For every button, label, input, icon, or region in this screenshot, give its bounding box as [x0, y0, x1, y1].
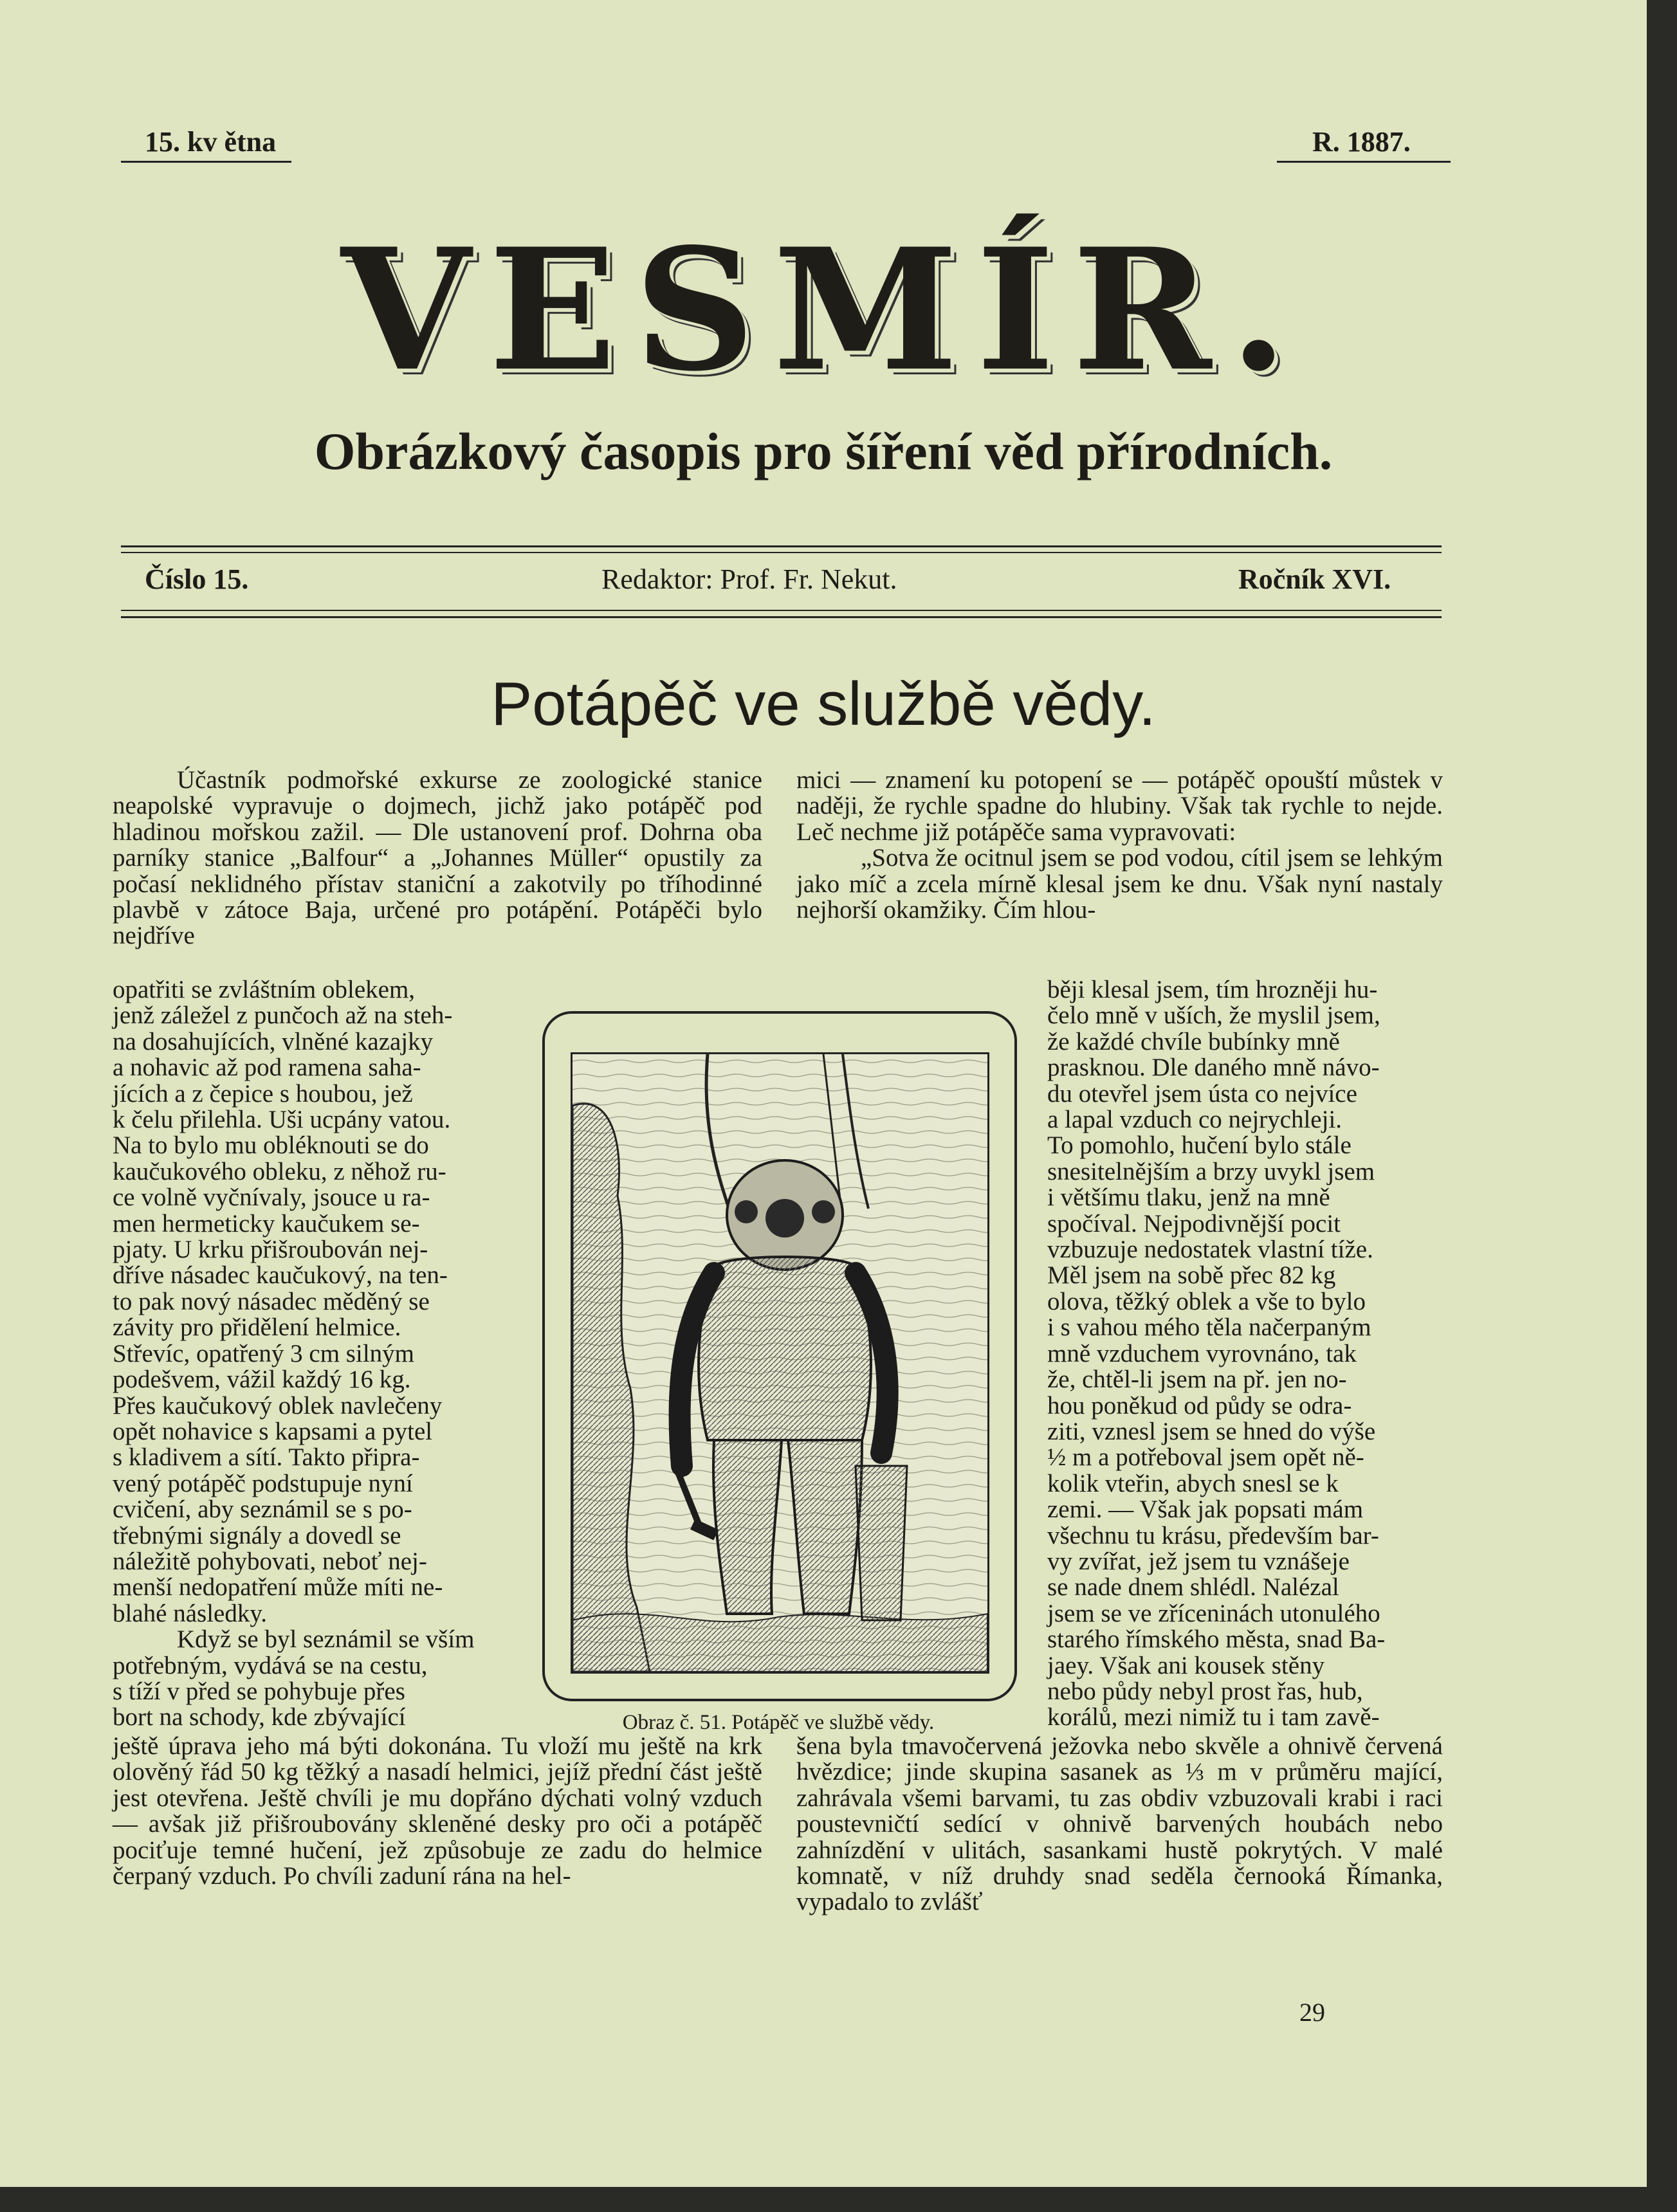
- text-line: podešvem, vážil každý 16 kg.: [113, 1366, 411, 1394]
- text-line: jenž záležel z punčoch až na steh-: [113, 1001, 453, 1030]
- article-column-right-bottom: [796, 1733, 1443, 1915]
- text-line: ½ m a potřeboval jsem opět ně-: [1047, 1443, 1364, 1472]
- text-line: To pomohlo, hučení bylo stále: [1047, 1131, 1352, 1160]
- issue-date: 15. kv ětna: [145, 126, 277, 158]
- text-line: menší nedopatření může míti ne-: [113, 1573, 443, 1602]
- paragraph: mici — znamení ku potopení se — potápěč opouští můstek v naději, že rychle spadne do hlubiny. Však tak rychle to nejde. Leč nechme již potápěče sama vypravovati:: [796, 766, 1443, 846]
- article-intro-column-left: [113, 767, 762, 949]
- masthead-title: VESMÍR.: [341, 212, 1306, 408]
- text-line: cvičení, aby seznámil se s po-: [113, 1495, 412, 1524]
- text-line: prasknou. Dle daného mně návo-: [1047, 1054, 1380, 1082]
- issue-year: R. 1887.: [1312, 126, 1411, 158]
- text-line: vený potápěč podstupuje nyní: [113, 1469, 413, 1497]
- text-line: Na to bylo mu obléknouti se do: [113, 1131, 429, 1160]
- text-line: i většímu tlaku, jenž na mně: [1047, 1184, 1330, 1212]
- text-line: nebo půdy nebyl prost řas, hub,: [1047, 1677, 1363, 1705]
- text-line: jsem se ve zříceninách utonulého: [1047, 1599, 1380, 1627]
- article-column-left-bottom: [113, 1733, 762, 1889]
- text-line: ziti, vznesl jsem se hned do výše: [1047, 1417, 1376, 1445]
- text-line: se nade dnem shlédl. Nalézal: [1047, 1573, 1339, 1602]
- article-column-right-narrow: [1047, 977, 1446, 1731]
- text-line: a lapal vzduch co nejrychleji.: [1047, 1106, 1343, 1134]
- year-underline: [1277, 161, 1451, 163]
- text-line: to pak nový násadec měděný se: [113, 1287, 430, 1315]
- text-line: mně vzduchem vyrovnáno, tak: [1047, 1339, 1357, 1367]
- text-line: že, chtěl-li jsem na př. jen no-: [1047, 1366, 1347, 1394]
- text-line: snesitelnějším a brzy uvykl jsem: [1047, 1157, 1375, 1185]
- text-line: potřebným, vydává se na cestu,: [113, 1651, 428, 1679]
- text-line: s tíží v před se pohybuje přes: [113, 1677, 405, 1705]
- paragraph: ještě úprava jeho má býti dokonána. Tu vloží mu ještě na krk olověný řád 50 kg těžký a nasadí helmici, jejíž přední část ještě jest otevřena. Ještě chvíli je mu dopřáno dýchati volný vzduch — avšak již přišroubovány skleněné desky pro oči a potápěč pociťuje temné hučení, jež způsobuje ze zadu do helmice čerpaný vzduch. Po chvíli zaduní rána na hel-: [113, 1732, 762, 1890]
- issue-number: Číslo 15.: [145, 563, 249, 595]
- editor-line: Redaktor: Prof. Fr. Nekut.: [601, 563, 897, 595]
- text-line: i s vahou mého těla načerpaným: [1047, 1313, 1371, 1342]
- text-line: třebnými signály a dovedl se: [113, 1521, 401, 1549]
- text-line: kaučukového obleku, z něhož ru-: [113, 1157, 446, 1185]
- figure-caption: Obraz č. 51. Potápěč ve službě vědy.: [622, 1711, 935, 1734]
- text-line: všechnu tu krásu, především bar-: [1047, 1521, 1379, 1549]
- text-line: závity pro přidělení helmice.: [113, 1313, 401, 1342]
- text-line: a nohavic až pod ramena saha-: [113, 1054, 421, 1082]
- text-line: spočíval. Nejpodivnější pocit: [1047, 1209, 1341, 1238]
- text-line: Střevíc, opatřený 3 cm silným: [113, 1339, 414, 1367]
- article-column-left-narrow: [113, 977, 508, 1731]
- text-line: běji klesal jsem, tím hrozněji hu-: [1047, 976, 1378, 1003]
- text-line: du otevřel jsem ústa co nejvíce: [1047, 1079, 1357, 1108]
- date-underline: [121, 161, 291, 163]
- text-line: pjaty. U krku přišroubován nej-: [113, 1236, 428, 1264]
- volume-number: Ročník XVI.: [1238, 563, 1391, 595]
- text-line: Měl jsem na sobě přec 82 kg: [1047, 1261, 1336, 1290]
- masthead-subtitle: Obrázkový časopis pro šíření věd přírodních.: [314, 422, 1333, 480]
- bottom-rule: [121, 616, 1442, 618]
- text-line: korálů, mezi nimiž tu i tam zavě-: [1047, 1703, 1380, 1732]
- text-line: vy zvířat, jež jsem tu vznášeje: [1047, 1547, 1350, 1575]
- article-title: Potápěč ve službě vědy.: [491, 670, 1156, 738]
- text-line: olova, těžký oblek a vše to bylo: [1047, 1287, 1366, 1315]
- text-line: dříve násadec kaučukový, na ten-: [113, 1261, 448, 1290]
- text-line: opět nohavice s kapsami a pytel: [113, 1417, 433, 1445]
- bottom-rule-thin: [121, 610, 1442, 611]
- article-column-right-top: [796, 767, 1443, 923]
- text-line: k čelu přilehla. Uši ucpány vatou.: [113, 1106, 451, 1134]
- text-line: že každé chvíle bubínky mně: [1047, 1027, 1340, 1056]
- diver-engraving: [573, 1054, 987, 1672]
- text-line: blahé následky.: [113, 1599, 268, 1627]
- top-rule: [121, 545, 1442, 547]
- text-line: Když se byl seznámil se vším: [177, 1625, 475, 1654]
- text-line: men hermeticky kaučukem se-: [113, 1209, 420, 1238]
- text-line: kolik vteřin, abych snesl se k: [1047, 1469, 1339, 1497]
- text-line: náležitě pohybovati, neboť nej-: [113, 1547, 427, 1575]
- paragraph: šena byla tmavočervená ježovka nebo skvěle a ohnivě červená hvězdice; jinde skupina sasanek as ⅓ m v průměru mající, zahrávala všemi barvami, tu zas obdiv vzbuzovali krabi i raci poustevničtí sedící v ohnivě barvených houbách nebo zahnízdění v ulitách, sasankami hustě pokrytých. V malé komnatě, v níž druhdy snad seděla černooká Římanka, vypadalo to zvlášť: [796, 1732, 1443, 1916]
- text-line: jících a z čepice s houbou, jež: [113, 1079, 413, 1108]
- paragraph: „Sotva že ocitnul jsem se pod vodou, cítil jsem se lehkým jako míč a zcela mírně klesal jsem ke dnu. Však nyní nastaly nejhorší okamžiky. Čím hlou-: [796, 844, 1443, 924]
- text-line: s kladivem a sítí. Takto připra-: [113, 1443, 420, 1472]
- text-line: hou poněkud od půdy se odra-: [1047, 1391, 1352, 1420]
- paragraph: Účastník podmořské exkurse ze zoologické stanice neapolské vypravuje o dojmech, jichž jako potápěč pod hladinou mořskou zažil. — Dle ustanovení prof. Dohrna oba parníky stanice „Balfour“ a „Johannes Müller“ opustily za počasí neklidného přístav staniční a zakotvily po tříhodinné plavbě v zátoce Baja, určené pro potápění. Potápěči bylo nejdříve: [113, 766, 762, 950]
- text-line: ce volně vyčnívaly, jsouce u ra-: [113, 1184, 430, 1212]
- text-line: bort na schody, kde zbývající: [113, 1703, 406, 1732]
- top-rule-thin: [121, 552, 1442, 553]
- text-line: opatřiti se zvláštním oblekem,: [113, 976, 416, 1003]
- text-line: Přes kaučukový oblek navlečeny: [113, 1391, 443, 1420]
- text-line: jaey. Však ani kousek stěny: [1047, 1651, 1325, 1679]
- figure-frame: [542, 1011, 1017, 1701]
- text-line: čelo mně v uších, že myslil jsem,: [1047, 1001, 1380, 1030]
- text-line: vzbuzuje nedostatek vlastní tíže.: [1047, 1236, 1373, 1264]
- text-line: starého římského města, snad Ba-: [1047, 1625, 1386, 1654]
- diver-illustration: [571, 1052, 989, 1674]
- page-number: 29: [1299, 1998, 1325, 2027]
- text-line: na dosahujících, vlněné kazajky: [113, 1027, 434, 1056]
- text-line: zemi. — Však jak popsati mám: [1047, 1495, 1364, 1524]
